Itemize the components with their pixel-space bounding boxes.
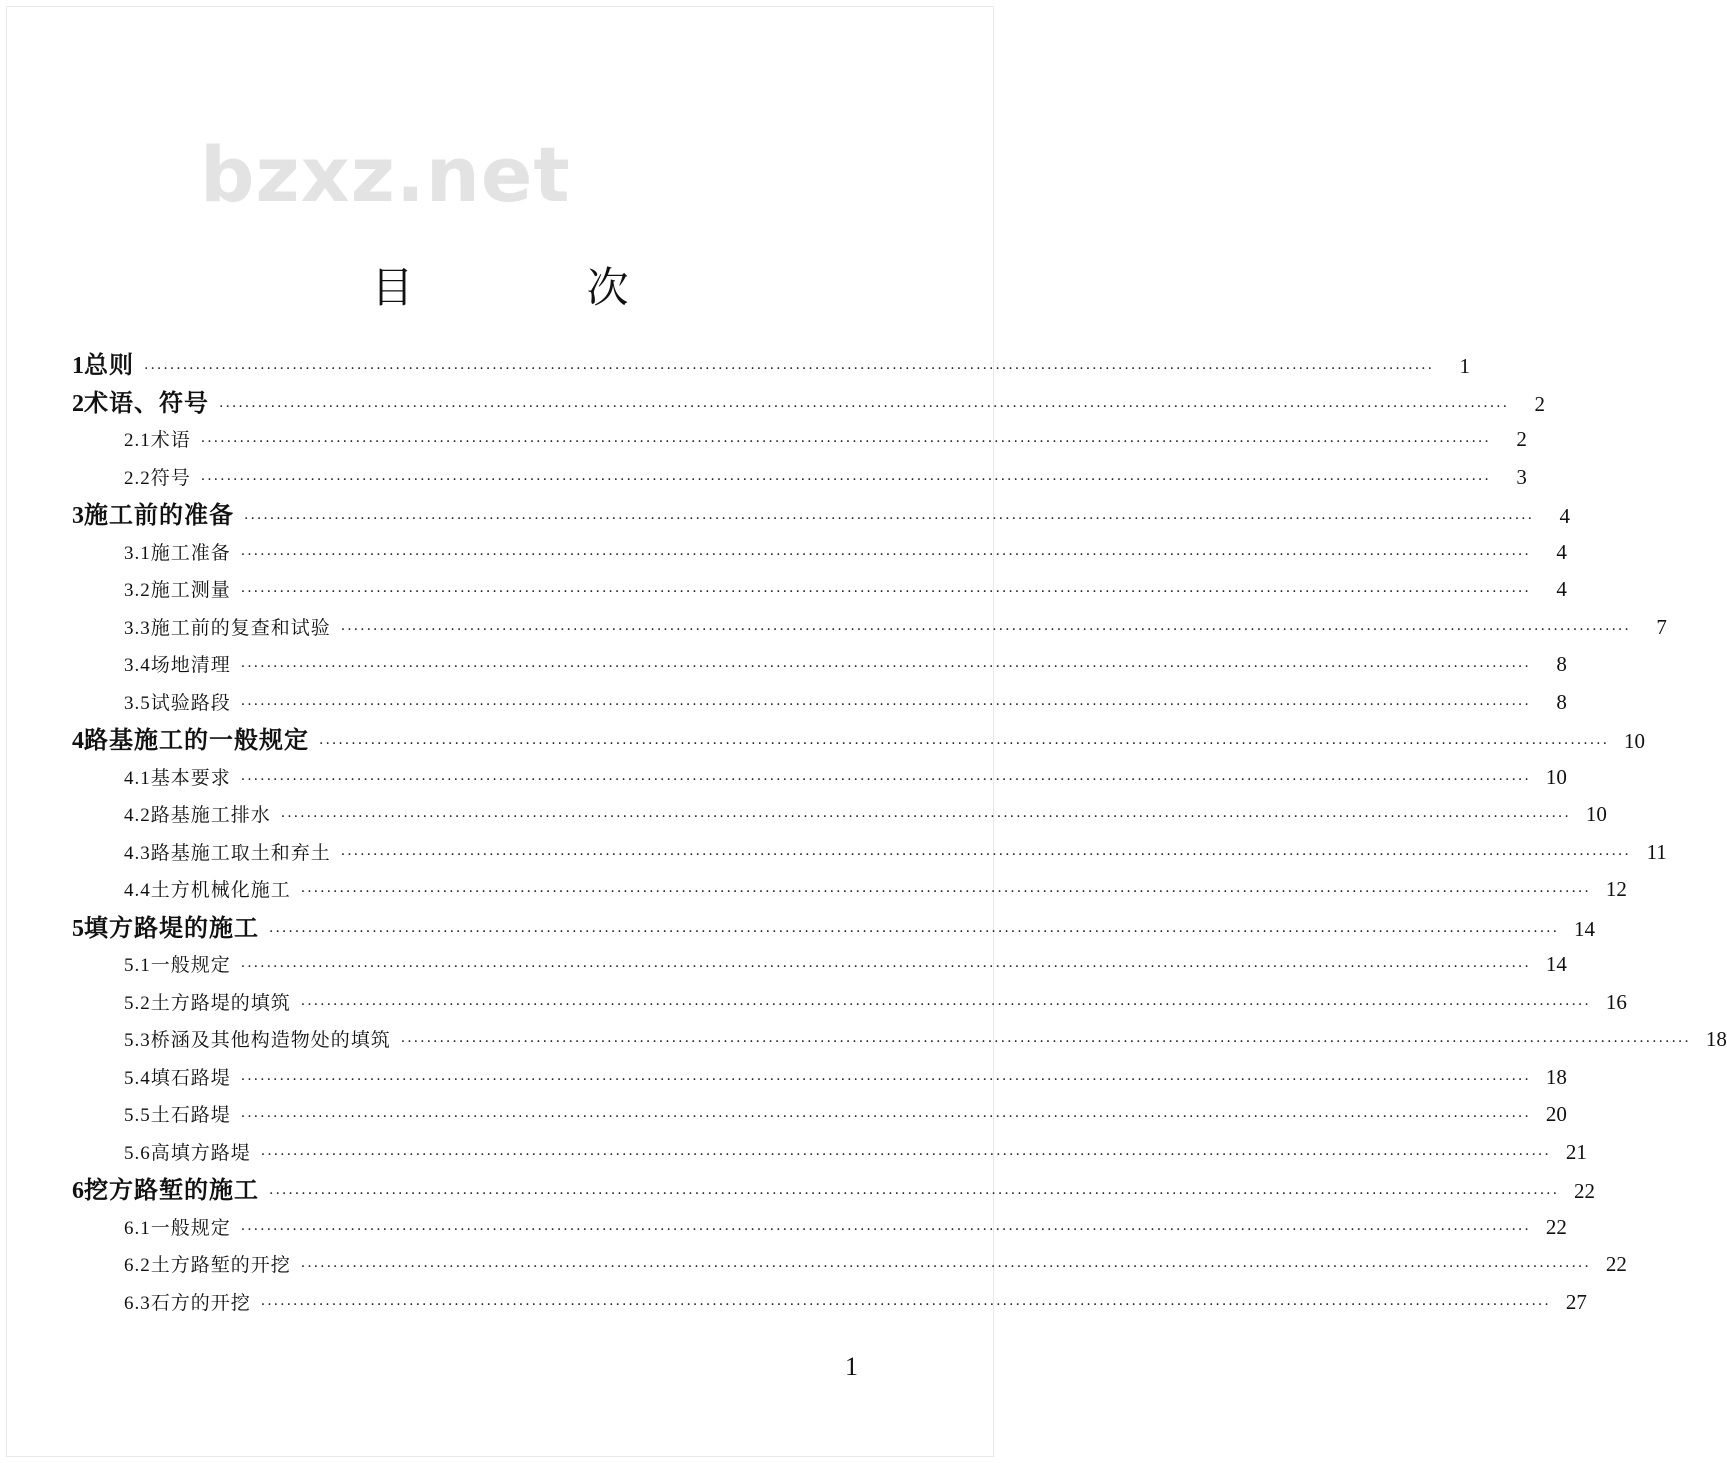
dot-leader: ········································································································································································································ <box>240 1221 1531 1238</box>
toc-entry-title: 施工前的准备 <box>84 500 234 529</box>
toc-entry-page-number: 18 <box>1545 1064 1567 1089</box>
toc-section-row[interactable] <box>72 459 1527 497</box>
toc-section-row[interactable] <box>72 1209 1567 1247</box>
dot-leader: ········································································································································································································ <box>269 923 1560 940</box>
toc-entry-number: 3 <box>72 503 84 529</box>
dot-leader: ········································································································································································································ <box>240 546 1531 563</box>
toc-entry-title: 一般规定 <box>150 954 231 976</box>
toc-entry-number: 5.4 <box>124 1067 151 1089</box>
toc-entry-page-number: 4 <box>1559 504 1571 528</box>
toc-entry-page-number: 10 <box>1545 764 1567 789</box>
toc-section-row[interactable] <box>72 796 1607 834</box>
toc-section-row[interactable] <box>72 759 1567 797</box>
dot-leader: ········································································································································································································ <box>340 621 1631 638</box>
dot-leader: ········································································································································································································ <box>240 659 1531 675</box>
dot-leader: ········································································································································································································ <box>244 511 1535 527</box>
watermark: bzxz.net <box>200 130 571 219</box>
toc-entry-title: 施工测量 <box>150 579 231 601</box>
toc-section-row[interactable] <box>72 1284 1587 1322</box>
toc-entry-number: 1 <box>72 353 84 379</box>
toc-entry-page-number: 27 <box>1565 1289 1587 1314</box>
toc-entry-page-number: 16 <box>1605 989 1627 1014</box>
dot-leader: ········································································································································································································ <box>200 471 1491 488</box>
dot-leader: ········································································································································································································ <box>144 361 1435 377</box>
dot-leader: ········································································································································································································ <box>240 584 1531 600</box>
toc-entry-page-number: 10 <box>1585 802 1607 826</box>
toc-entry-number: 5.3 <box>124 1030 151 1051</box>
dot-leader: ········································································································································································································ <box>260 1146 1551 1163</box>
toc-entry-title: 桥涵及其他构造物处的填筑 <box>150 1029 391 1051</box>
toc-entry-page-number: 12 <box>1605 877 1627 901</box>
toc-entry-number: 5 <box>72 915 84 942</box>
toc-entry-number: 4.3 <box>124 842 151 864</box>
toc-entry-title: 施工准备 <box>150 541 231 564</box>
page-title: 目 次 <box>371 263 709 312</box>
toc-chapter-row[interactable] <box>72 384 1546 422</box>
dot-leader: ········································································································································································································ <box>319 736 1610 752</box>
toc-section-row[interactable] <box>72 534 1567 572</box>
toc-entry-title: 术语 <box>150 429 191 451</box>
toc-entry-title: 挖方路堑的施工 <box>84 1175 259 1204</box>
toc-entry-title: 土石路堤 <box>150 1104 231 1126</box>
toc-entry-page-number: 4 <box>1556 539 1567 564</box>
toc-entry-page-number: 8 <box>1556 652 1567 676</box>
toc-chapter-row[interactable] <box>72 909 1596 947</box>
toc-entry-number: 5.5 <box>124 1105 151 1126</box>
toc-entry-page-number: 10 <box>1624 729 1646 753</box>
toc-entry-page-number: 3 <box>1516 464 1527 489</box>
toc-entry-title: 基本要求 <box>150 766 231 789</box>
dot-leader: ········································································································································································································ <box>240 771 1531 788</box>
toc-section-row[interactable] <box>72 1134 1587 1172</box>
toc-entry-title: 石方的开挖 <box>150 1291 251 1314</box>
toc-entry-title: 一般规定 <box>150 1216 231 1239</box>
toc-chapter-row[interactable] <box>72 1171 1596 1209</box>
toc-section-row[interactable] <box>72 984 1627 1022</box>
toc-chapter-row[interactable] <box>72 346 1471 384</box>
toc-entry-number: 6.3 <box>124 1292 151 1314</box>
toc-section-row[interactable] <box>72 1059 1567 1097</box>
toc-entry-title: 高填方路堤 <box>150 1141 251 1164</box>
toc-entry-number: 2.1 <box>124 430 151 451</box>
toc-entry-page-number: 22 <box>1545 1214 1567 1239</box>
dot-leader: ········································································································································································································ <box>280 809 1571 825</box>
toc-entry-number: 5.1 <box>124 955 151 976</box>
toc-entry-title: 路基施工的一般规定 <box>84 725 309 754</box>
toc-entry-title: 土方机械化施工 <box>150 879 291 901</box>
dot-leader: ········································································································································································································ <box>219 398 1510 415</box>
toc-entry-number: 4.4 <box>124 880 151 901</box>
toc-entry-title: 填方路堤的施工 <box>84 912 259 942</box>
dot-leader: ········································································································································································································ <box>340 846 1631 863</box>
footer-page-number: 1 <box>845 1352 858 1381</box>
toc-section-row[interactable] <box>72 571 1567 609</box>
toc-entry-number: 3.1 <box>124 542 151 564</box>
toc-entry-number: 2.2 <box>124 467 151 489</box>
toc-entry-page-number: 11 <box>1646 839 1667 864</box>
toc-section-row[interactable] <box>72 834 1667 872</box>
table-of-contents <box>72 346 1727 1321</box>
toc-entry-title: 术语、符号 <box>84 387 209 417</box>
toc-entry-number: 6 <box>72 1178 84 1204</box>
toc-entry-number: 3.5 <box>124 692 151 714</box>
toc-entry-page-number: 22 <box>1574 1179 1596 1203</box>
toc-entry-page-number: 1 <box>1459 354 1471 378</box>
toc-chapter-row[interactable] <box>72 496 1571 534</box>
toc-entry-number: 3.4 <box>124 655 151 676</box>
toc-entry-title: 总则 <box>84 350 134 379</box>
toc-section-row[interactable] <box>72 684 1567 722</box>
dot-leader: ········································································································································································································ <box>240 1109 1531 1125</box>
toc-entry-page-number: 7 <box>1656 614 1667 639</box>
toc-section-row[interactable] <box>72 1246 1627 1284</box>
toc-entry-number: 5.2 <box>124 992 151 1014</box>
toc-entry-title: 路基施工排水 <box>150 804 271 826</box>
toc-section-row[interactable] <box>72 421 1527 459</box>
toc-chapter-row[interactable] <box>72 721 1646 759</box>
toc-entry-page-number: 4 <box>1556 577 1567 601</box>
toc-entry-number: 6.1 <box>124 1217 151 1239</box>
dot-leader: ········································································································································································································ <box>240 696 1531 713</box>
toc-entry-page-number: 2 <box>1534 391 1546 416</box>
toc-entry-title: 土方路堤的填筑 <box>150 991 291 1014</box>
toc-section-row[interactable] <box>72 609 1667 647</box>
toc-entry-title: 填石路堤 <box>150 1066 231 1089</box>
dot-leader: ········································································································································································································ <box>300 996 1591 1013</box>
toc-entry-number: 4.1 <box>124 767 151 789</box>
toc-section-row[interactable] <box>72 946 1567 984</box>
toc-entry-title: 符号 <box>150 466 191 489</box>
toc-entry-number: 4.2 <box>124 805 151 826</box>
toc-entry-number: 3.2 <box>124 580 151 601</box>
toc-entry-page-number: 8 <box>1556 689 1567 714</box>
dot-leader: ········································································································································································································ <box>300 1259 1591 1275</box>
dot-leader: ········································································································································································································ <box>400 1034 1691 1050</box>
dot-leader: ········································································································································································································ <box>300 884 1591 900</box>
dot-leader: ········································································································································································································ <box>269 1186 1560 1202</box>
toc-entry-number: 4 <box>72 728 84 754</box>
toc-entry-number: 3.3 <box>124 617 151 639</box>
toc-entry-page-number: 14 <box>1574 916 1596 941</box>
dot-leader: ········································································································································································································ <box>260 1296 1551 1313</box>
toc-entry-page-number: 21 <box>1565 1139 1587 1164</box>
toc-section-row[interactable] <box>72 1096 1567 1134</box>
toc-entry-page-number: 18 <box>1705 1027 1727 1051</box>
dot-leader: ········································································································································································································ <box>200 434 1491 450</box>
toc-entry-page-number: 14 <box>1545 952 1567 976</box>
toc-section-row[interactable] <box>72 646 1567 684</box>
toc-entry-title: 场地清理 <box>150 654 231 676</box>
toc-section-row[interactable] <box>72 871 1627 909</box>
toc-entry-page-number: 2 <box>1516 427 1527 451</box>
toc-entry-title: 施工前的复查和试验 <box>150 616 331 639</box>
toc-entry-number: 2 <box>72 390 84 417</box>
dot-leader: ········································································································································································································ <box>240 959 1531 975</box>
toc-section-row[interactable] <box>72 1021 1727 1059</box>
toc-entry-title: 试验路段 <box>150 691 231 714</box>
toc-entry-number: 5.6 <box>124 1142 151 1164</box>
dot-leader: ········································································································································································································ <box>240 1071 1531 1088</box>
toc-entry-number: 6.2 <box>124 1255 151 1276</box>
toc-entry-title: 路基施工取土和弃土 <box>150 841 331 864</box>
toc-entry-page-number: 22 <box>1605 1252 1627 1276</box>
toc-entry-page-number: 20 <box>1545 1102 1567 1126</box>
toc-entry-title: 土方路堑的开挖 <box>150 1254 291 1276</box>
